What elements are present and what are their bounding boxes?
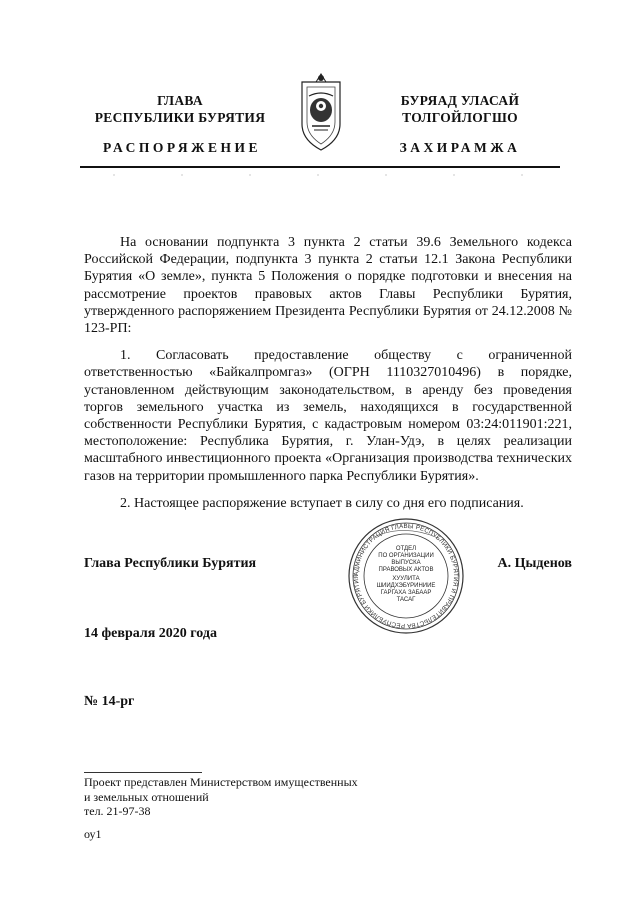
stamp-line: ОТДЕЛ <box>395 546 417 552</box>
document-body <box>84 234 572 512</box>
footer-line2: и земельных отношений <box>84 789 209 804</box>
header-right-line1: БУРЯАД УЛАСАЙ <box>400 93 520 108</box>
stamp-line: ГАРГАХА ЗАБААР <box>380 590 432 596</box>
header-right-title: ЗАХИРАМЖА <box>399 140 521 155</box>
stamp-line: ПРАВОВЫХ АКТОВ <box>378 567 434 573</box>
signature-position: Глава Республики Бурятия <box>84 556 257 571</box>
stamp-line: ШИИДХЭБҮРИНИИЕ <box>376 583 436 589</box>
footer-divider <box>84 772 202 773</box>
footer-line1: Проект представлен Министерством имущественных <box>84 775 358 789</box>
header-right-org <box>360 92 560 126</box>
item-1-paragraph: 1. Согласовать предоставление обществу с ограниченной ответственностью «Байкалпромгаз» (ОГРН 1110327010496) в порядке, установленном действующим законодательством, в аренду без проведения торгов земельного участка из земель, находящихся в государственной собственности Республики Бурятия, с кадастровым номером 03:24:011901:221, местоположение: Республика Бурятия, г. Улан-Удэ, в целях реализации масштабного инвестиционного проекта «Организация производства технических газов на территории промышленного парка Республики Бурятия». <box>84 348 572 484</box>
header-left-org <box>80 92 280 126</box>
header-divider <box>80 166 560 168</box>
official-stamp <box>346 516 466 636</box>
stamp-ring-text: АДМИНИСТРАЦИЯ ГЛАВЫ РЕСПУБЛИКИ БУРЯТИЯ И ПРАВИТЕЛЬСТВА РЕСПУБЛИКИ БУРЯТИЯ <box>352 522 460 630</box>
document-number: № 14-рг <box>84 694 135 709</box>
stamp-line: ВЫПУСКА <box>391 560 421 566</box>
header-left-title: РАСПОРЯЖЕНИЕ <box>102 140 262 155</box>
item-2-paragraph: 2. Настоящее распоряжение вступает в силу со дня его подписания. <box>120 495 524 511</box>
preamble-paragraph: На основании подпункта 3 пункта 2 статьи 39.6 Земельного кодекса Российской Федерации, подпункта 3 пункта 2 статьи 12.1 Закона Республики Бурятия «О земле», пункта 5 Положения о порядке подготовки и внесения на рассмотрение проектов правовых актов Главы Республики Бурятия, утвержденного распоряжением Президента Республики Бурятия от 24.12.2008 № 123-РП: <box>84 235 572 337</box>
document-date: 14 февраля 2020 года <box>84 626 217 641</box>
header-left-line1: ГЛАВА <box>157 93 203 108</box>
footer-phone: тел. 21-97-38 <box>84 804 151 818</box>
footer-note <box>84 775 358 841</box>
footer-code: оу1 <box>84 826 102 841</box>
header-left-line2: РЕСПУБЛИКИ БУРЯТИЯ <box>94 110 266 125</box>
signature-name: А. Цыденов <box>497 556 572 571</box>
stamp-line: ПО ОРГАНИЗАЦИИ <box>378 553 434 559</box>
header-dotted-line <box>80 173 560 177</box>
stamp-line: ХУУЛИТА <box>392 576 420 582</box>
stamp-line: ТАСАГ <box>396 597 416 603</box>
coat-of-arms-emblem <box>298 68 344 154</box>
header-right-line2: ТОЛГОЙЛОГШО <box>402 110 518 125</box>
